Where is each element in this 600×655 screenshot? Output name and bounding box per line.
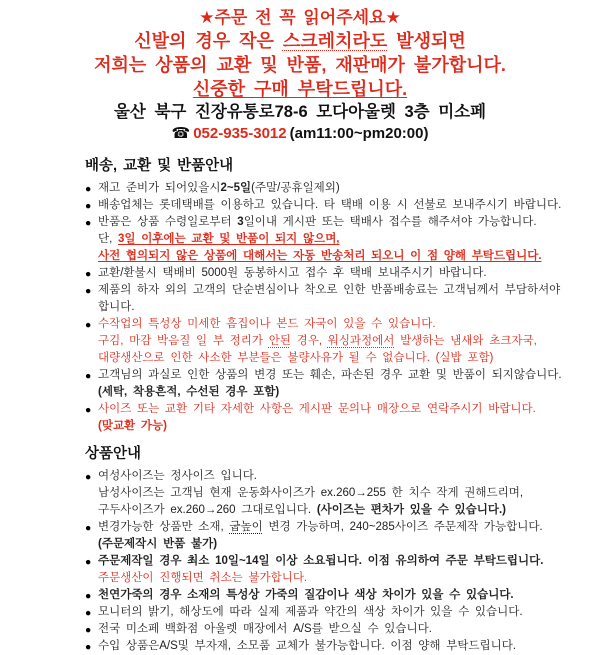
bullet-icon: ● [85, 607, 92, 619]
bullet-icon: ● [85, 556, 92, 568]
product-section [85, 445, 590, 655]
line-text: 교환/환불시 택배비 5000원 동봉하시고 접수 후 택배 보내주시기 바랍니다. [98, 267, 487, 279]
warning-title-text: ★주문 전 꼭 읽어주세요★ [199, 8, 401, 27]
bullet-icon: ● [85, 183, 92, 195]
notice-line-no-cancel [85, 570, 590, 587]
warning-line4-text: 신중한 구매 부탁드립니다. [192, 79, 408, 99]
line-text-red: 주문생산이 진행되면 취소는 불가합니다. [98, 572, 308, 584]
line-text: 반품은 상품 수령일로부터 [98, 216, 238, 228]
line-text: 전국 미소페 백화점 아울렛 매장에서 A/S를 받으실 수 있습니다. [98, 623, 432, 635]
bullet-icon: ● [85, 590, 92, 602]
notice-line-dress-shoe-size [85, 502, 590, 519]
notice-line-stock [85, 180, 590, 197]
header-warning-title [0, 6, 600, 29]
notice-line-customer-pays-shipping-cont [85, 299, 590, 316]
notice-line-size-inquiry [85, 401, 590, 418]
line-text: (주말/공휴일제외) [251, 182, 340, 194]
line-text-bold: 2~5일 [220, 182, 252, 194]
bullet-icon: ● [85, 217, 92, 229]
line-text-bold: 3 [237, 216, 244, 228]
warning-line2-post: 발생되면 [387, 31, 466, 51]
notice-line-monitor-color [85, 604, 590, 621]
line-text-bold: 주문제작일 경우 최소 10일~14일 이상 소요됩니다. 이점 유의하여 주문 부탁드립니다. [98, 555, 544, 567]
line-text: 여성사이즈는 정사이즈 입니다. [98, 470, 258, 482]
notice-line-handmade-flaws [85, 316, 590, 333]
notice-line-as-service [85, 621, 590, 638]
bullet-icon: ● [85, 404, 92, 416]
line-text-red: 수작업의 특성상 미세한 흠집이나 본드 자국이 있을 수 있습니다. [98, 318, 436, 330]
line-text-bold: (사이즈는 편차가 있을 수 있습니다.) [316, 504, 506, 516]
bullet-icon: ● [85, 641, 92, 653]
line-text: 수입 상품은A/S및 부자재, 소모품 교체가 불가능합니다. 이점 양해 부탁드립니다. [98, 640, 517, 652]
bullet-icon: ● [85, 285, 92, 297]
notice-line-no-return-after-3days [85, 231, 590, 248]
notice-line-women-size [85, 468, 590, 485]
line-text-red: 사이즈 또는 교환 기타 자세한 사항은 게시판 문의나 매장으로 연락주시기 바랍니다. [98, 403, 536, 415]
spellcheck-word: 안된 [268, 335, 291, 347]
warning-line3-text: 저희는 상품의 교환 및 반품, 재판매가 불가합니다. [94, 55, 506, 75]
line-text-red: 경우, [290, 335, 328, 347]
notice-line-leather-variation [85, 587, 590, 604]
line-text-bold: 천연가죽의 경우 소재의 특성상 가죽의 질감이나 색상 차이가 있을 수 있습니다. [98, 589, 514, 601]
line-text: 일이내 게시판 또는 택배사 접수를 해주셔야 가능합니다. [243, 216, 537, 228]
shipping-section-heading: 배송, 교환 및 반품안내 [85, 158, 234, 174]
line-text: 모니터의 밝기, 해상도에 따라 실제 제품과 약간의 색상 차이가 있을 수 있습니다. [98, 606, 523, 618]
line-text-red: 구김, 마감 박음질 일 부 정리가 [98, 335, 269, 347]
warning-line2-spellcheck-word: 스크레치라도 [282, 31, 388, 51]
notice-line-customer-fault [85, 367, 590, 384]
line-text: 변경 가능하며, 240~285사이즈 주문제작 가능합니다. [262, 521, 543, 533]
line-text-red: 발생하는 냄새와 초크자국, [394, 335, 537, 347]
notice-line-custom-order-no-return [85, 536, 590, 553]
notice-line-customer-pays-shipping [85, 282, 590, 299]
line-text: 제품의 하자 외의 고객의 단순변심이나 착오로 인한 반품배송료는 고객님께서 부담하셔야 [98, 284, 561, 296]
notice-line-customer-fault-cont [85, 384, 590, 401]
notice-line-return-fee [85, 265, 590, 282]
bullet-icon: ● [85, 200, 92, 212]
bullet-icon: ● [85, 370, 92, 382]
store-address [0, 101, 600, 123]
notice-line-return-window [85, 214, 590, 231]
product-section-heading: 상품안내 [85, 446, 142, 462]
header-warning-line-2 [0, 29, 600, 53]
spellcheck-word: 워싱과정에서 [327, 335, 395, 347]
line-text: 고객님의 과실로 인한 상품의 변경 또는 훼손, 파손된 경우 교환 및 반품이 되지않습니다. [98, 369, 562, 381]
line-text: 재고 준비가 되어있을시 [98, 182, 221, 194]
notice-line-imported-goods [85, 638, 590, 655]
bullet-icon: ● [85, 471, 92, 483]
bullet-icon: ● [85, 624, 92, 636]
notice-line-auto-return [85, 248, 590, 265]
line-text-red: 대량생산으로 인한 사소한 부분들은 불량사유가 될 수 없습니다. (실밥 포함) [98, 352, 494, 364]
bullet-icon: ● [85, 319, 92, 331]
header-warning-line-4 [0, 77, 600, 101]
line-text: 변경가능한 상품만 소재, [98, 521, 230, 533]
spellcheck-word: 굽높이 [229, 521, 263, 533]
store-address-text: 울산 북구 진장유통로78-6 모다아울렛 3층 미소페 [113, 103, 487, 121]
notice-line-custom-order [85, 519, 590, 536]
bullet-icon: ● [85, 268, 92, 280]
store-contact [0, 123, 600, 145]
line-text: 합니다. [98, 301, 135, 313]
notice-line-courier [85, 197, 590, 214]
line-text: 단, [98, 233, 118, 245]
bullet-icon: ● [85, 522, 92, 534]
phone-icon: ☎ [171, 125, 191, 142]
line-text: 배송업체는 롯데택배를 이용하고 있습니다. 타 택배 이용 시 선불로 보내주시기 바랍니다. [98, 199, 562, 211]
notice-line-size-inquiry-cont [85, 418, 590, 435]
header-warning-line-3 [0, 53, 600, 77]
business-hours: (am11:00~pm20:00) [289, 125, 429, 142]
line-text-red-bold: (맞교환 가능) [98, 420, 167, 432]
phone-number: 052-935-3012 [193, 125, 287, 142]
notice-line-handmade-flaws-cont2 [85, 350, 590, 367]
notice-line-handmade-flaws-cont1 [85, 333, 590, 350]
line-text-bold: (주문제작시 반품 불가) [98, 538, 218, 550]
notice-line-custom-order-duration [85, 553, 590, 570]
line-text-red-underline: 3일 이후에는 교환 및 반품이 되지 않으며, [118, 233, 340, 245]
line-text: 남성사이즈는 고객님 현재 운동화사이즈가 ex.260→255 한 치수 작게 권해드리며, [98, 487, 524, 499]
notice-line-men-size [85, 485, 590, 502]
notice-header [0, 0, 600, 145]
line-text-bold: (세탁, 착용흔적, 수선된 경우 포함) [98, 386, 280, 398]
shipping-section [85, 157, 590, 435]
warning-line2-pre: 신발의 경우 작은 [134, 31, 283, 51]
line-text-red-underline: 사전 협의되지 않은 상품에 대해서는 자동 반송처리 되오니 이 점 양해 부탁드립니다. [98, 250, 542, 262]
line-text: 구두사이즈가 ex.260→260 그대로입니다. [98, 504, 317, 516]
